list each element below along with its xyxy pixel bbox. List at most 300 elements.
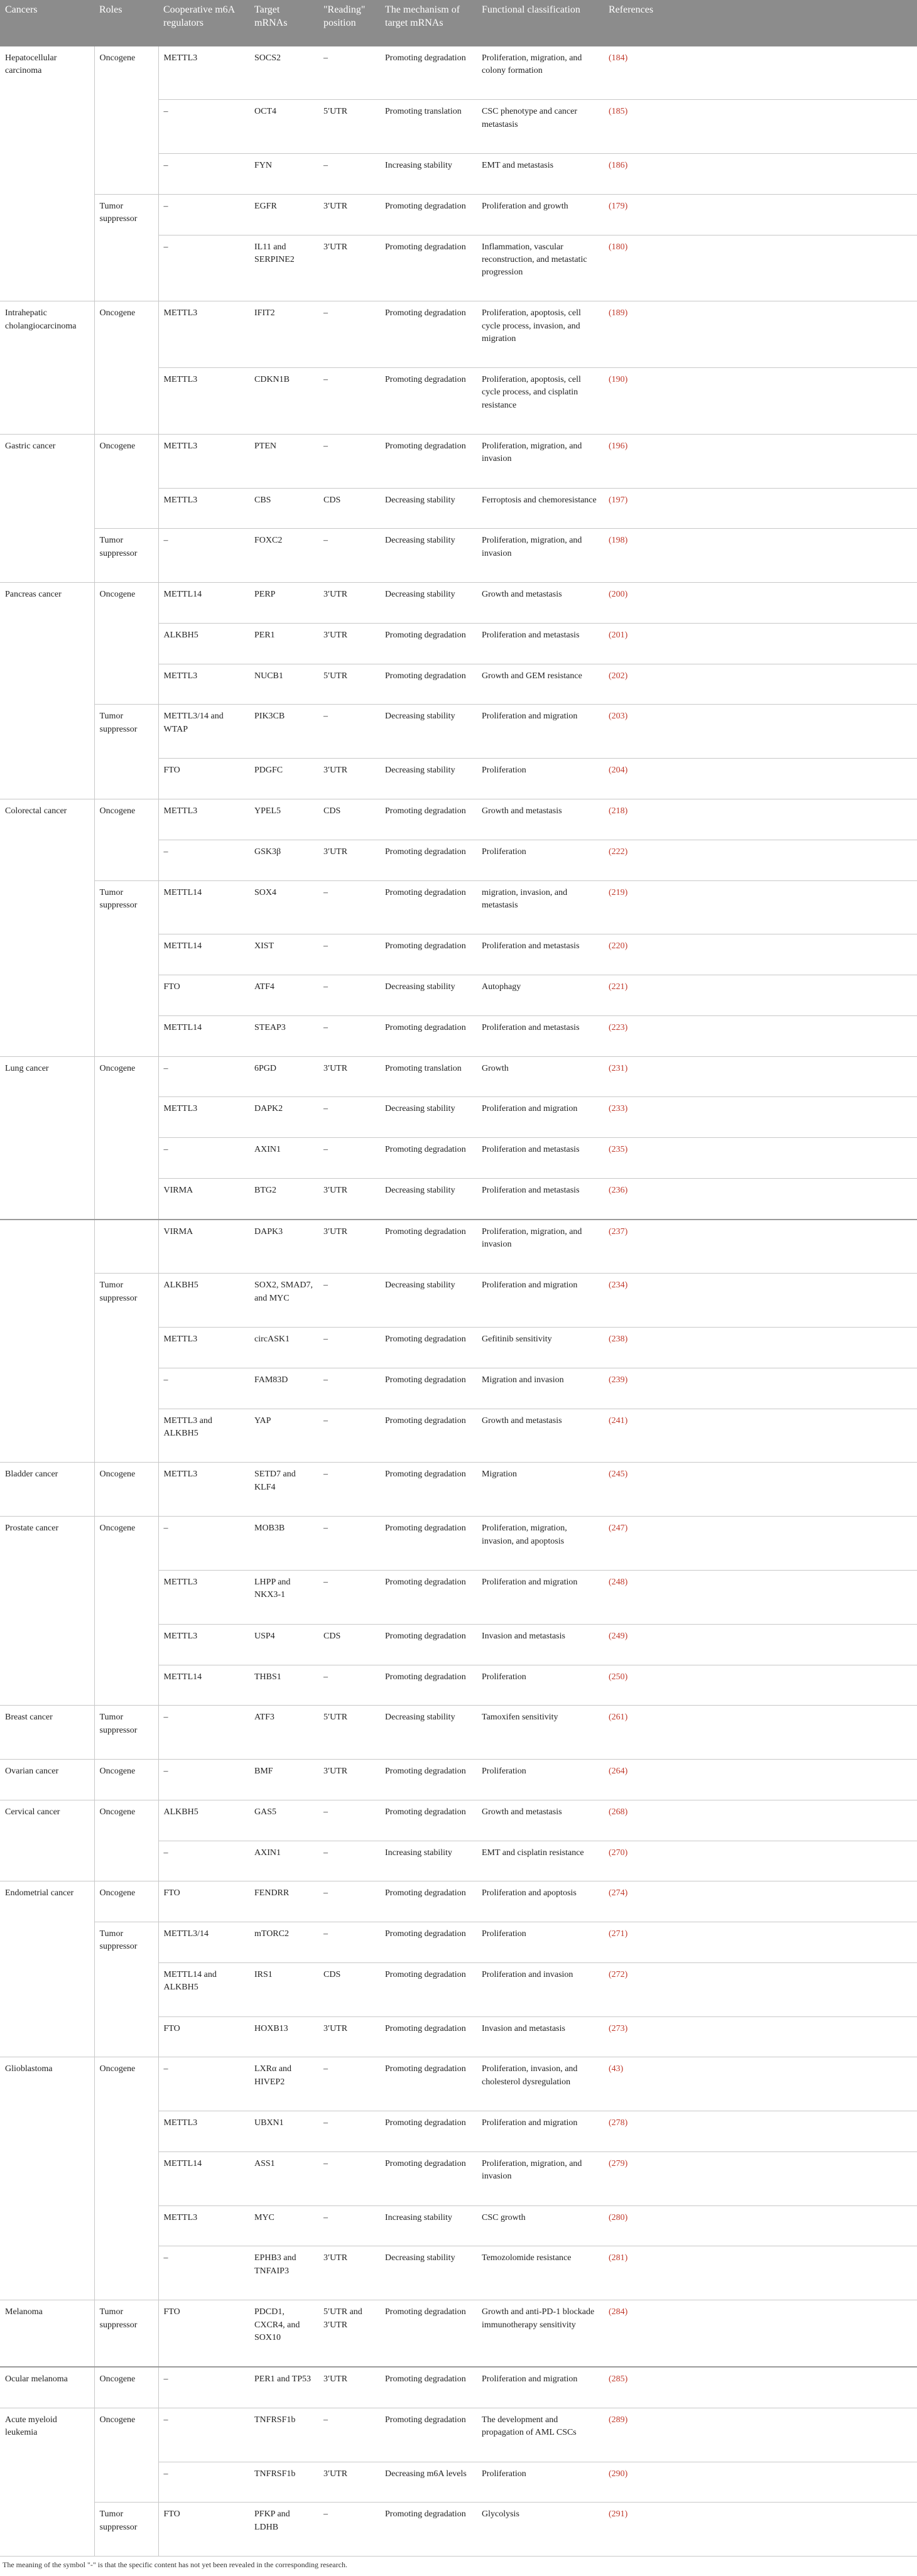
reading-position-cell: –: [318, 1274, 380, 1328]
mechanism-cell: Promoting degradation: [380, 301, 477, 368]
functional-classification-cell: Proliferation and apoptosis: [477, 1881, 604, 1922]
table-row: [0, 1274, 917, 1328]
reference-link[interactable]: (291): [609, 2509, 628, 2519]
regulator-cell: VIRMA: [158, 1220, 249, 1274]
reference-cell: [604, 799, 917, 840]
reference-link[interactable]: (290): [609, 2469, 628, 2479]
reference-link[interactable]: (200): [609, 590, 628, 600]
reading-position-cell: –: [318, 1328, 380, 1368]
reference-link[interactable]: (279): [609, 2158, 628, 2168]
functional-classification-cell: Inflammation, vascular reconstruction, and metastatic progression: [477, 235, 604, 301]
reference-link[interactable]: (239): [609, 1375, 628, 1385]
mechanism-cell: Promoting degradation: [380, 1368, 477, 1409]
mechanism-cell: Promoting degradation: [380, 1220, 477, 1274]
header-regulators: Cooperative m6A regulators: [158, 0, 249, 46]
cancer-cell: Hepatocellular carcinoma: [0, 46, 94, 301]
reading-position-cell: CDS: [318, 488, 380, 529]
reference-link[interactable]: (281): [609, 2253, 628, 2263]
regulator-cell: –: [158, 2367, 249, 2408]
functional-classification-cell: migration, invasion, and metastasis: [477, 880, 604, 934]
reference-cell: [604, 934, 917, 975]
mechanism-cell: Promoting degradation: [380, 2300, 477, 2367]
regulator-cell: METTL14: [158, 880, 249, 934]
role-cell: Tumor suppressor: [94, 1706, 158, 1760]
mechanism-cell: Promoting translation: [380, 100, 477, 154]
reference-link[interactable]: (185): [609, 107, 628, 117]
reference-cell: [604, 1571, 917, 1625]
target-mrna-cell: BMF: [249, 1760, 318, 1800]
target-mrna-cell: BTG2: [249, 1178, 318, 1220]
functional-classification-cell: Migration and invasion: [477, 1368, 604, 1409]
regulator-cell: –: [158, 154, 249, 195]
regulator-cell: –: [158, 2057, 249, 2111]
reference-link[interactable]: (271): [609, 1929, 628, 1939]
reference-cell: [604, 1665, 917, 1706]
functional-classification-cell: Proliferation: [477, 1760, 604, 1800]
target-mrna-cell: SOCS2: [249, 46, 318, 100]
mechanism-cell: Promoting degradation: [380, 434, 477, 488]
header-mechanism: The mechanism of target mRNAs: [380, 0, 477, 46]
header-roles: Roles: [94, 0, 158, 46]
regulator-cell: METTL3: [158, 368, 249, 435]
reference-cell: [604, 235, 917, 301]
reference-link[interactable]: (272): [609, 1969, 628, 1979]
table-row: [0, 46, 917, 100]
mechanism-cell: Decreasing stability: [380, 705, 477, 759]
reference-link[interactable]: (248): [609, 1578, 628, 1587]
regulator-cell: FTO: [158, 759, 249, 799]
functional-classification-cell: Proliferation, migration, and colony formation: [477, 46, 604, 100]
role-cell: Oncogene: [94, 1463, 158, 1517]
reading-position-cell: 3′UTR: [318, 2246, 380, 2300]
regulator-cell: METTL3/14: [158, 1922, 249, 1963]
reference-cell: [604, 840, 917, 880]
reference-link[interactable]: (231): [609, 1063, 628, 1073]
functional-classification-cell: Proliferation, apoptosis, cell cycle process, and cisplatin resistance: [477, 368, 604, 435]
reference-link[interactable]: (201): [609, 630, 628, 640]
regulator-cell: METTL14: [158, 1665, 249, 1706]
header-targets: Target mRNAs: [249, 0, 318, 46]
functional-classification-cell: Growth and metastasis: [477, 583, 604, 624]
reading-position-cell: –: [318, 301, 380, 368]
target-mrna-cell: GAS5: [249, 1800, 318, 1841]
mechanism-cell: Increasing stability: [380, 2205, 477, 2246]
table-row: [0, 2408, 917, 2462]
mechanism-cell: Promoting degradation: [380, 1624, 477, 1665]
target-mrna-cell: PERP: [249, 583, 318, 624]
cancer-cell: Ocular melanoma: [0, 2367, 94, 2408]
reading-position-cell: –: [318, 1463, 380, 1517]
reference-cell: [604, 2462, 917, 2503]
reading-position-cell: 3′UTR: [318, 194, 380, 235]
role-cell: Tumor suppressor: [94, 1922, 158, 2057]
cancer-cell: Intrahepatic cholangiocarcinoma: [0, 301, 94, 435]
reading-position-cell: 3′UTR: [318, 623, 380, 664]
target-mrna-cell: SOX4: [249, 880, 318, 934]
reading-position-cell: CDS: [318, 1962, 380, 2016]
reference-link[interactable]: (270): [609, 1848, 628, 1858]
reference-link[interactable]: (221): [609, 982, 628, 992]
role-cell: Oncogene: [94, 1517, 158, 1706]
role-cell: Tumor suppressor: [94, 529, 158, 583]
regulator-cell: –: [158, 1517, 249, 1571]
table-row: [0, 2300, 917, 2367]
footnote: The meaning of the symbol "-" is that the specific content has not yet been revealed in the corresponding research.: [3, 2560, 347, 2570]
target-mrna-cell: STEAP3: [249, 1015, 318, 1056]
functional-classification-cell: Proliferation and metastasis: [477, 1178, 604, 1220]
reading-position-cell: 3′UTR: [318, 759, 380, 799]
mechanism-cell: Promoting degradation: [380, 1409, 477, 1463]
regulator-cell: METTL3 and ALKBH5: [158, 1409, 249, 1463]
reference-link[interactable]: (238): [609, 1334, 628, 1345]
mechanism-cell: Decreasing stability: [380, 1178, 477, 1220]
role-cell: [94, 1220, 158, 1274]
regulator-cell: ALKBH5: [158, 1274, 249, 1328]
mechanism-cell: Promoting degradation: [380, 2057, 477, 2111]
target-mrna-cell: PIK3CB: [249, 705, 318, 759]
reference-link[interactable]: (233): [609, 1104, 628, 1114]
header-function: Functional classification: [477, 0, 604, 46]
mechanism-cell: Decreasing stability: [380, 488, 477, 529]
role-cell: Tumor suppressor: [94, 1274, 158, 1463]
regulator-cell: METTL3: [158, 799, 249, 840]
role-cell: Oncogene: [94, 799, 158, 880]
regulator-cell: –: [158, 529, 249, 583]
reference-cell: [604, 154, 917, 195]
regulator-cell: FTO: [158, 1881, 249, 1922]
target-mrna-cell: FENDRR: [249, 1881, 318, 1922]
reference-link[interactable]: (43): [609, 2064, 624, 2074]
table-row: [0, 529, 917, 583]
target-mrna-cell: DAPK2: [249, 1097, 318, 1138]
regulator-cell: –: [158, 2246, 249, 2300]
target-mrna-cell: IL11 and SERPINE2: [249, 235, 318, 301]
functional-classification-cell: Migration: [477, 1463, 604, 1517]
reference-cell: [604, 2300, 917, 2367]
functional-classification-cell: Glycolysis: [477, 2503, 604, 2557]
reference-link[interactable]: (179): [609, 201, 628, 211]
reading-position-cell: –: [318, 1097, 380, 1138]
mechanism-cell: Promoting degradation: [380, 194, 477, 235]
target-mrna-cell: PER1 and TP53: [249, 2367, 318, 2408]
regulator-cell: METTL3: [158, 1571, 249, 1625]
role-cell: Oncogene: [94, 1056, 158, 1220]
mechanism-cell: Decreasing m6A levels: [380, 2462, 477, 2503]
reference-cell: [604, 100, 917, 154]
mechanism-cell: Promoting degradation: [380, 799, 477, 840]
regulator-cell: –: [158, 1368, 249, 1409]
mechanism-cell: Promoting degradation: [380, 368, 477, 435]
regulator-cell: METTL14: [158, 583, 249, 624]
reference-link[interactable]: (245): [609, 1469, 628, 1480]
functional-classification-cell: Growth and anti-PD-1 blockade immunotherapy sensitivity: [477, 2300, 604, 2367]
table-row: [0, 2367, 917, 2408]
reading-position-cell: 3′UTR: [318, 2462, 380, 2503]
reference-cell: [604, 1841, 917, 1881]
reference-cell: [604, 1760, 917, 1800]
target-mrna-cell: USP4: [249, 1624, 318, 1665]
reference-cell: [604, 759, 917, 799]
cancer-cell: Bladder cancer: [0, 1463, 94, 1517]
reading-position-cell: 3′UTR: [318, 840, 380, 880]
reference-cell: [604, 1706, 917, 1760]
reference-link[interactable]: (274): [609, 1888, 628, 1898]
reference-link[interactable]: (285): [609, 2374, 628, 2384]
table-row: [0, 799, 917, 840]
target-mrna-cell: IRS1: [249, 1962, 318, 2016]
reading-position-cell: 5′UTR: [318, 1706, 380, 1760]
table-row: [0, 705, 917, 759]
target-mrna-cell: AXIN1: [249, 1841, 318, 1881]
target-mrna-cell: LXRα and HIVEP2: [249, 2057, 318, 2111]
target-mrna-cell: UBXN1: [249, 2111, 318, 2152]
role-cell: Tumor suppressor: [94, 2503, 158, 2557]
functional-classification-cell: CSC growth: [477, 2205, 604, 2246]
functional-classification-cell: EMT and metastasis: [477, 154, 604, 195]
mechanism-cell: Promoting degradation: [380, 1138, 477, 1179]
reference-cell: [604, 2205, 917, 2246]
reference-link[interactable]: (198): [609, 536, 628, 546]
role-cell: Oncogene: [94, 583, 158, 705]
regulator-cell: METTL14 and ALKBH5: [158, 1962, 249, 2016]
regulator-cell: METTL3: [158, 1624, 249, 1665]
reference-cell: [604, 1409, 917, 1463]
reference-cell: [604, 2057, 917, 2111]
functional-classification-cell: Proliferation, migration, and invasion: [477, 1220, 604, 1274]
target-mrna-cell: TNFRSF1b: [249, 2462, 318, 2503]
mechanism-cell: Promoting degradation: [380, 664, 477, 705]
target-mrna-cell: SETD7 and KLF4: [249, 1463, 318, 1517]
reference-link[interactable]: (249): [609, 1631, 628, 1641]
cancer-cell: Colorectal cancer: [0, 799, 94, 1056]
functional-classification-cell: Proliferation: [477, 840, 604, 880]
reference-link[interactable]: (289): [609, 2415, 628, 2425]
regulator-cell: ALKBH5: [158, 1800, 249, 1841]
target-mrna-cell: 6PGD: [249, 1056, 318, 1097]
reading-position-cell: 3′UTR: [318, 1056, 380, 1097]
target-mrna-cell: XIST: [249, 934, 318, 975]
regulator-cell: METTL3: [158, 664, 249, 705]
regulator-cell: METTL3: [158, 488, 249, 529]
table-row: [0, 194, 917, 235]
mechanism-cell: Promoting degradation: [380, 1962, 477, 2016]
mechanism-cell: Decreasing stability: [380, 583, 477, 624]
functional-classification-cell: Proliferation and migration: [477, 2111, 604, 2152]
reference-link[interactable]: (247): [609, 1523, 628, 1534]
functional-classification-cell: Proliferation and metastasis: [477, 623, 604, 664]
reference-cell: [604, 1800, 917, 1841]
reference-cell: [604, 2111, 917, 2152]
reading-position-cell: –: [318, 2111, 380, 2152]
reference-link[interactable]: (197): [609, 495, 628, 505]
role-cell: Oncogene: [94, 2057, 158, 2300]
reference-link[interactable]: (278): [609, 2118, 628, 2128]
reference-link[interactable]: (235): [609, 1145, 628, 1155]
role-cell: Oncogene: [94, 1881, 158, 1922]
reading-position-cell: –: [318, 1409, 380, 1463]
functional-classification-cell: Proliferation, migration, and invasion: [477, 434, 604, 488]
functional-classification-cell: Growth and metastasis: [477, 1409, 604, 1463]
reference-cell: [604, 1962, 917, 2016]
cancer-cell: Gastric cancer: [0, 434, 94, 582]
regulator-cell: FTO: [158, 2300, 249, 2367]
target-mrna-cell: mTORC2: [249, 1922, 318, 1963]
functional-classification-cell: Invasion and metastasis: [477, 2016, 604, 2057]
target-mrna-cell: YPEL5: [249, 799, 318, 840]
functional-classification-cell: Proliferation and invasion: [477, 1962, 604, 2016]
table-row: [0, 1881, 917, 1922]
table-body: [0, 46, 917, 2557]
functional-classification-cell: Proliferation and migration: [477, 1571, 604, 1625]
mechanism-cell: Promoting degradation: [380, 1760, 477, 1800]
reference-link[interactable]: (202): [609, 671, 628, 681]
table-row: [0, 1706, 917, 1760]
regulator-cell: –: [158, 1760, 249, 1800]
reference-cell: [604, 488, 917, 529]
reference-link[interactable]: (236): [609, 1185, 628, 1195]
table-row: [0, 1800, 917, 1841]
functional-classification-cell: Proliferation: [477, 1922, 604, 1963]
reference-cell: [604, 583, 917, 624]
cancer-cell: Cervical cancer: [0, 1800, 94, 1881]
functional-classification-cell: Growth and metastasis: [477, 1800, 604, 1841]
target-mrna-cell: EPHB3 and TNFAIP3: [249, 2246, 318, 2300]
reference-link[interactable]: (218): [609, 806, 628, 816]
regulator-cell: –: [158, 235, 249, 301]
regulator-cell: FTO: [158, 2503, 249, 2557]
mechanism-cell: Promoting degradation: [380, 880, 477, 934]
mechanism-cell: Decreasing stability: [380, 975, 477, 1016]
functional-classification-cell: Proliferation and migration: [477, 2367, 604, 2408]
reading-position-cell: –: [318, 975, 380, 1016]
mechanism-cell: Promoting degradation: [380, 2408, 477, 2462]
table-row: [0, 301, 917, 368]
reference-link[interactable]: (237): [609, 1227, 628, 1237]
target-mrna-cell: FYN: [249, 154, 318, 195]
reference-link[interactable]: (234): [609, 1280, 628, 1291]
reading-position-cell: –: [318, 1800, 380, 1841]
reading-position-cell: 3′UTR: [318, 583, 380, 624]
reference-link[interactable]: (264): [609, 1767, 628, 1777]
table-row: [0, 1220, 917, 1274]
role-cell: Tumor suppressor: [94, 705, 158, 799]
target-mrna-cell: TNFRSF1b: [249, 2408, 318, 2462]
regulator-cell: METTL3: [158, 1328, 249, 1368]
reference-link[interactable]: (190): [609, 375, 628, 385]
reference-link[interactable]: (250): [609, 1672, 628, 1682]
cancer-cell: Breast cancer: [0, 1706, 94, 1760]
reading-position-cell: 3′UTR: [318, 1220, 380, 1274]
functional-classification-cell: Proliferation: [477, 1665, 604, 1706]
target-mrna-cell: LHPP and NKX3-1: [249, 1571, 318, 1625]
regulator-cell: METTL14: [158, 2151, 249, 2205]
reference-link[interactable]: (196): [609, 441, 628, 451]
role-cell: Oncogene: [94, 434, 158, 529]
reference-link[interactable]: (284): [609, 2307, 628, 2317]
regulator-cell: METTL14: [158, 934, 249, 975]
reference-link[interactable]: (222): [609, 847, 628, 857]
mechanism-cell: Promoting degradation: [380, 235, 477, 301]
functional-classification-cell: Tamoxifen sensitivity: [477, 1706, 604, 1760]
reference-link[interactable]: (220): [609, 941, 628, 951]
regulator-cell: –: [158, 2408, 249, 2462]
mechanism-cell: Decreasing stability: [380, 529, 477, 583]
reading-position-cell: –: [318, 880, 380, 934]
target-mrna-cell: HOXB13: [249, 2016, 318, 2057]
target-mrna-cell: SOX2, SMAD7, and MYC: [249, 1274, 318, 1328]
cancer-cell: Acute myeloid leukemia: [0, 2408, 94, 2556]
reading-position-cell: –: [318, 2205, 380, 2246]
mechanism-cell: Promoting degradation: [380, 2367, 477, 2408]
reading-position-cell: 3′UTR: [318, 2016, 380, 2057]
reference-link[interactable]: (241): [609, 1415, 628, 1426]
regulator-cell: METTL14: [158, 1015, 249, 1056]
reading-position-cell: –: [318, 2151, 380, 2205]
regulator-cell: METTL3: [158, 1463, 249, 1517]
reference-cell: [604, 1624, 917, 1665]
reference-cell: [604, 2503, 917, 2557]
reference-cell: [604, 529, 917, 583]
reference-link[interactable]: (189): [609, 308, 628, 318]
reference-link[interactable]: (186): [609, 161, 628, 171]
reference-link[interactable]: (273): [609, 2023, 628, 2033]
functional-classification-cell: CSC phenotype and cancer metastasis: [477, 100, 604, 154]
functional-classification-cell: Proliferation: [477, 2462, 604, 2503]
cancer-cell: [0, 1220, 94, 1463]
reference-cell: [604, 1517, 917, 1571]
cancer-cell: Prostate cancer: [0, 1517, 94, 1706]
regulator-cell: METTL3: [158, 301, 249, 368]
mechanism-cell: Promoting degradation: [380, 2111, 477, 2152]
table-row: [0, 1922, 917, 1963]
mechanism-cell: Promoting degradation: [380, 1463, 477, 1517]
reference-cell: [604, 1220, 917, 1274]
target-mrna-cell: CDKN1B: [249, 368, 318, 435]
reference-cell: [604, 2408, 917, 2462]
regulator-cell: METTL3: [158, 46, 249, 100]
reference-link[interactable]: (204): [609, 766, 628, 776]
functional-classification-cell: Growth: [477, 1056, 604, 1097]
regulator-cell: –: [158, 840, 249, 880]
target-mrna-cell: PDCD1, CXCR4, and SOX10: [249, 2300, 318, 2367]
mechanism-cell: Promoting degradation: [380, 1571, 477, 1625]
functional-classification-cell: Proliferation and metastasis: [477, 1015, 604, 1056]
reading-position-cell: –: [318, 154, 380, 195]
reading-position-cell: 5′UTR: [318, 664, 380, 705]
reference-link[interactable]: (223): [609, 1022, 628, 1032]
reading-position-cell: –: [318, 2503, 380, 2557]
reference-link[interactable]: (261): [609, 1713, 628, 1723]
regulator-cell: METTL3: [158, 1097, 249, 1138]
reference-cell: [604, 1463, 917, 1517]
role-cell: Oncogene: [94, 1760, 158, 1800]
reference-link[interactable]: (280): [609, 2212, 628, 2222]
mechanism-cell: Promoting degradation: [380, 1881, 477, 1922]
reference-link[interactable]: (219): [609, 887, 628, 897]
reference-cell: [604, 301, 917, 368]
reference-link[interactable]: (203): [609, 712, 628, 722]
functional-classification-cell: Proliferation, migration, invasion, and apoptosis: [477, 1517, 604, 1571]
reference-link[interactable]: (184): [609, 53, 628, 63]
reference-link[interactable]: (268): [609, 1807, 628, 1817]
functional-classification-cell: Proliferation: [477, 759, 604, 799]
role-cell: Oncogene: [94, 301, 158, 435]
reference-link[interactable]: (180): [609, 242, 628, 252]
target-mrna-cell: FAM83D: [249, 1368, 318, 1409]
target-mrna-cell: PDGFC: [249, 759, 318, 799]
table-row: [0, 880, 917, 934]
table-row: [0, 1517, 917, 1571]
